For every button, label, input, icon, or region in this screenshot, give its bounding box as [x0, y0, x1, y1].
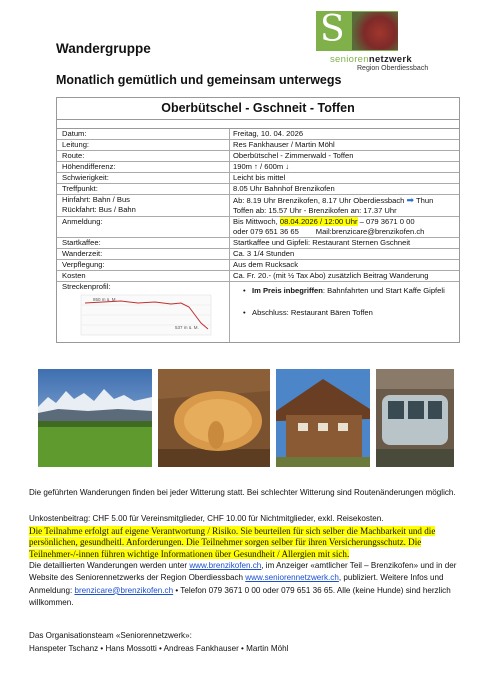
brenzikofen-link[interactable]: www.brenzikofen.ch [189, 561, 262, 570]
arrow-right-icon: ➡ [406, 195, 415, 205]
disclaimer: Die Teilnahme erfolgt auf eigene Verantwortung / Risiko. Sie beurteilen für sich selber die Machbarkeit und die persönlichen, gesundheitl. Anforderungen. Die Teilnehmer sorgen selber für ihren Versicherungsschutz. Die Teilnehmer-/-innen führen wichtige Informationen über Gesundheit / Allergien mit sich. [29, 526, 436, 559]
profile-end-label: 537 m ü. M. [175, 325, 199, 330]
logo-name: seniorennetzwerk [330, 54, 412, 65]
old-gondola-photo [376, 369, 454, 467]
page-subtitle: Monatlich gemütlich und gemeinsam unterwegs [56, 73, 342, 87]
logo-region: Region Oberdiessbach [357, 65, 429, 72]
details-paragraph: Die detaillierten Wanderungen werden unter www.brenzikofen.ch, im Anzeiger «amtlicher Teil – Brenzikofen» und in der Website des Seniorennetzwerks der Region Oberdiessbach www.seniorennetzwerk.ch, publiziert. Weitere Infos und Anmeldung: brenzicare@brenzikofen.ch • Telefon 079 3671 0 00 oder 079 651 36 65. Alle (keine Hunde) sind herzlich willkommen. [29, 561, 457, 607]
table-row: Verpflegung: Aus dem Rucksack [57, 260, 459, 271]
anmeldung-row: Anmeldung: Bis Mittwoch, 08.04.2026 / 12:00 Uhr – 079 3671 0 00 oder 079 651 36 65 Mail:brenzicare@brenzikofen.ch [57, 217, 459, 238]
email-link[interactable]: brenzicare@brenzikofen.ch [74, 585, 174, 595]
tour-title: Oberbütschel - Gschneit - Toffen [57, 98, 459, 120]
cost-note: Unkostenbeitrag: CHF 5.00 für Vereinsmitglieder, CHF 10.00 für Nichtmitglieder, exkl. Reisekosten. [29, 514, 384, 523]
table-row: Treffpunkt: 8.05 Uhr Bahnhof Brenzikofen [57, 184, 459, 195]
table-spacer [57, 120, 459, 129]
farmhouse-photo [276, 369, 370, 467]
table-row: Wanderzeit: Ca. 3 1/4 Stunden [57, 249, 459, 260]
page-title: Wandergruppe [56, 41, 151, 56]
wooden-peacock-photo [158, 369, 270, 467]
table-row: Startkaffee: Startkaffee und Gipfeli: Restaurant Sternen Gschneit [57, 238, 459, 249]
table-row: Route: Oberbütschel - Zimmerwald - Toffen [57, 151, 459, 162]
table-row: Schwierigkeit: Leicht bis mittel [57, 173, 459, 184]
seniorennetzwerk-link[interactable]: www.seniorennetzwerk.ch [245, 573, 339, 583]
deadline-highlight: 08.04.2026 / 12:00 Uhr [279, 217, 358, 226]
weather-note: Die geführten Wanderungen finden bei jeder Witterung statt. Bei schlechter Witterung sind Routenänderungen möglich. [29, 488, 456, 497]
logo-letter: S [320, 9, 345, 50]
profile-row: Streckenprofil: 850 m ü. M. 537 m ü. M. • Im Preis inbegriffen: Bahnfahrten und Start Kaffe Gipfeli • Abschluss: Restaurant Bären Toffen [57, 282, 459, 342]
transport-row: Hinfahrt: Bahn / Bus Rückfahrt: Bus / Bahn Ab: 8.19 Uhr Brenzikofen, 8.17 Uhr Oberdiessbach ➡ Thun Toffen ab: 15.57 Uhr - Brenzikofen an: 17.37 Uhr [57, 195, 459, 217]
list-item: • Abschluss: Restaurant Bären Toffen [243, 308, 373, 317]
team-label: Das Organisationsteam «Seniorennetzwerk»: [29, 631, 192, 640]
profile-start-label: 850 m ü. M. [93, 297, 117, 302]
list-item: • Im Preis inbegriffen: Bahnfahrten und Start Kaffe Gipfeli [243, 286, 445, 295]
table-row: Leitung: Res Fankhauser / Martin Möhl [57, 140, 459, 151]
alpine-meadow-photo [38, 369, 152, 467]
table-row: Kosten Ca. Fr. 20.- (mit ½ Tax Abo) zusätzlich Beitrag Wanderung [57, 271, 459, 282]
table-row: Datum: Freitag, 10. 04. 2026 [57, 129, 459, 140]
table-row: Höhendifferenz: 190m ↑ / 600m ↓ [57, 162, 459, 173]
team-members: Hanspeter Tschanz • Hans Mossotti • Andreas Fankhauser • Martin Möhl [29, 644, 289, 653]
elevation-profile-chart [63, 293, 223, 341]
tour-table [56, 97, 460, 343]
logo-flower-graphic [352, 12, 398, 50]
